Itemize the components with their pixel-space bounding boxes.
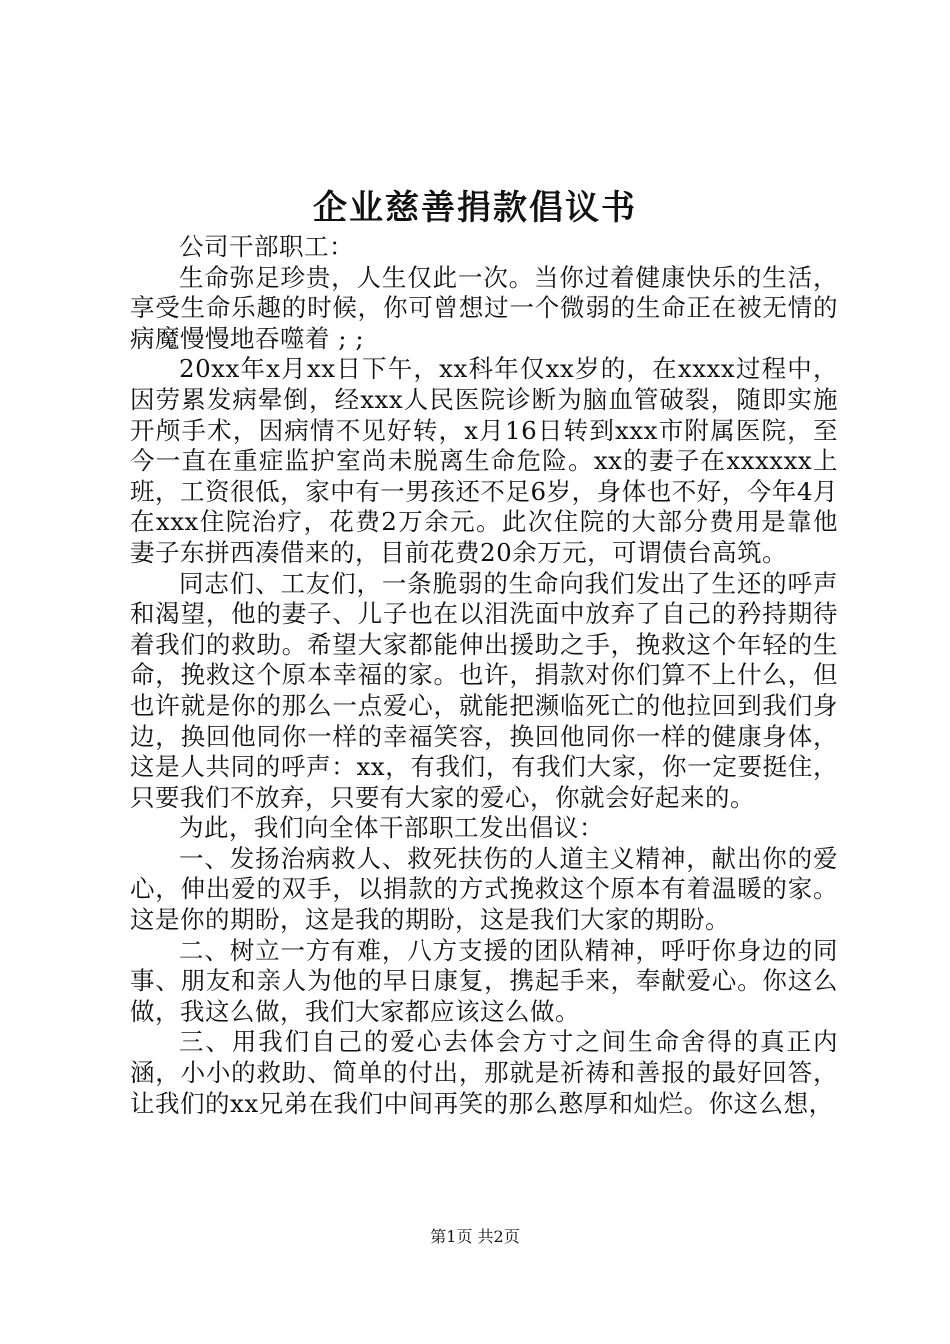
document-title: 企业慈善捐款倡议书: [313, 188, 637, 228]
paragraph: 20xx年x月xx日下午，xx科年仅xx岁的，在xxxx过程中，因劳累发病晕倒，经xxx人民医院诊断为脑血管破裂，随即实施开颅手术，因病情不见好转，x月16日转到xxx市附属医院，至今一直在重症监护室尚未脱离生命危险。xx的妻子在xxxxxx上班，工资很低，家中有一男孩还不足6岁，身体也不好，今年4月在xxx住院治疗，花费2万余元。此次住院的大部分费用是靠他妻子东拼西凑借来的，目前花费20余万元，可谓债台高筑。: [130, 354, 838, 567]
paragraph: 为此，我们向全体干部职工发出倡议：: [179, 813, 604, 843]
page-footer: 第1页 共2页: [430, 1227, 520, 1246]
paragraph: 三、用我们自己的爱心去体会方寸之间生命舍得的真正内涵，小小的救助、简单的付出，那就是祈祷和善报的最好回答，让我们的xx兄弟在我们中间再笑的那么憨厚和灿烂。你这么想，: [130, 1027, 838, 1118]
paragraph: 二、树立一方有难，八方支援的团队精神，呼吁你身边的同事、朋友和亲人为他的早日康复，携起手来，奉献爱心。你这么做，我这么做，我们大家都应该这么做。: [130, 935, 838, 1026]
salutation: 公司干部职工：: [179, 232, 354, 261]
paragraph: 一、发扬治病救人、救死扶伤的人道主义精神，献出你的爱心，伸出爱的双手，以捐款的方式挽救这个原本有着温暖的家。这是你的期盼，这是我的期盼，这是我们大家的期盼。: [130, 843, 838, 935]
paragraph: 生命弥足珍贵，人生仅此一次。当你过着健康快乐的生活，享受生命乐趣的时候，你可曾想过一个微弱的生命正在被无情的病魔慢慢地吞噬着 ; ;: [130, 262, 838, 353]
paragraph: 同志们、工友们，一条脆弱的生命向我们发出了生还的呼声和渴望，他的妻子、儿子也在以泪洗面中放弃了自己的矜持期待着我们的救助。希望大家都能伸出援助之手，挽救这个年轻的生命，挽救这个原本幸福的家。也许，捐款对你们算不上什么，但也许就是你的那么一点爱心，就能把濒临死亡的他拉回到我们身边，换回他同你一样的幸福笑容，换回他同你一样的健康身体，这是人共同的呼声：xx，有我们，有我们大家，你一定要挺住，只要我们不放弃，只要有大家的爱心，你就会好起来的。: [130, 568, 838, 812]
document-body: [130, 232, 838, 1119]
